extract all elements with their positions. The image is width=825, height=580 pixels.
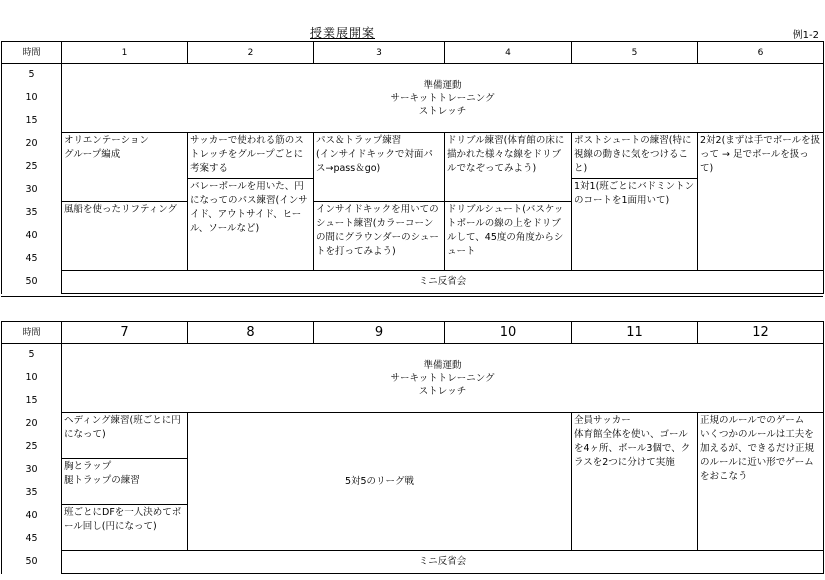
lesson-header-12: 12 [698, 322, 824, 344]
lesson2-activity-b: バレーボールを用いた、円になってのパス練習(インサイド、アウトサイド、ヒール、ソールなど) [188, 179, 314, 271]
lesson-header-10: 10 [445, 322, 572, 344]
lesson-plan-table-2 [1, 321, 824, 574]
league-match: 5対5のリーグ戦 [188, 413, 572, 551]
time-20: 20 [2, 413, 62, 436]
lesson-header-11: 11 [572, 322, 698, 344]
warmup-line: サーキットトレーニング [390, 372, 495, 384]
time-15: 15 [2, 110, 62, 133]
lesson-plan-table-1 [1, 41, 824, 294]
time-5: 5 [2, 344, 62, 367]
time-25: 25 [2, 156, 62, 179]
lesson4-activity-b: ドリブルシュート(バスケットボールの線の上をドリブルして、45度の角度からシュート [445, 202, 572, 271]
warmup-line: サーキットトレーニング [390, 92, 495, 104]
lesson3-activity-a: パス＆トラップ練習 (インサイドキックで対面パス→pass＆go) [314, 133, 445, 202]
time-45: 45 [2, 528, 62, 551]
time-header: 時間 [2, 42, 62, 64]
section-divider [1, 296, 823, 297]
lesson7-activity-c: 班ごとにDFを一人決めてボール回し(円になって) [62, 505, 188, 551]
lesson7-activity-b: 胸とラップ 腿トラップの練習 [62, 459, 188, 505]
lesson3-activity-b: インサイドキックを用いてのシュート練習(カラーコーンの間にグラウンダーのシュートを打ってみよう) [314, 202, 445, 271]
review-session: ミニ反省会 [62, 551, 824, 574]
time-40: 40 [2, 225, 62, 248]
time-50: 50 [2, 551, 62, 574]
lesson5-activity-b: 1対1(班ごとにバドミントンのコートを1面用いて) [572, 179, 698, 271]
lesson-header-6: 6 [698, 42, 824, 64]
time-35: 35 [2, 482, 62, 505]
lesson-header-9: 9 [314, 322, 445, 344]
review-session: ミニ反省会 [62, 271, 824, 294]
lesson4-activity-a: ドリブル練習(体育館の床に描かれた様々な線をドリブルでなぞってみよう) [445, 133, 572, 202]
lesson-header-4: 4 [445, 42, 572, 64]
time-45: 45 [2, 248, 62, 271]
warmup-line: ストレッチ [418, 385, 467, 397]
lesson7-activity-a: ヘディング練習(班ごとに円になって) [62, 413, 188, 459]
page-title: 授業展開案 [310, 26, 376, 40]
time-5: 5 [2, 64, 62, 87]
time-30: 30 [2, 459, 62, 482]
lesson11-activity: 全員サッカー 体育館全体を使い、ゴールを4ヶ所、ボール3個で、クラスを2つに分けて実施 [572, 413, 698, 551]
time-25: 25 [2, 436, 62, 459]
warmup-block [62, 344, 824, 413]
reference-label: 例1-2 [792, 30, 819, 41]
lesson1-activity-a: オリエンテーション グループ編成 [62, 133, 188, 202]
lesson12-activity: 正規のルールでのゲーム いくつかのルールは工夫を加えるが、できるだけ正規のルールに近い形でゲームをおこなう [698, 413, 824, 551]
lesson-header-8: 8 [188, 322, 314, 344]
lesson-header-2: 2 [188, 42, 314, 64]
lesson2-activity-a: サッカーで使われる筋のストレッチをグループごとに考案する [188, 133, 314, 179]
time-15: 15 [2, 390, 62, 413]
lesson5-activity-a: ポストシュートの練習(特に視線の動きに気をつけること) [572, 133, 698, 179]
lesson-header-5: 5 [572, 42, 698, 64]
time-35: 35 [2, 202, 62, 225]
time-40: 40 [2, 505, 62, 528]
time-10: 10 [2, 87, 62, 110]
lesson-header-1: 1 [62, 42, 188, 64]
time-header: 時間 [2, 322, 62, 344]
lesson6-activity: 2対2(まずは手でボールを扱って → 足でボールを扱って) [698, 133, 824, 271]
time-50: 50 [2, 271, 62, 294]
lesson-header-7: 7 [62, 322, 188, 344]
warmup-line: ストレッチ [418, 105, 467, 117]
warmup-line: 準備運動 [423, 79, 462, 91]
lesson1-activity-b: 風船を使ったリフティング [62, 202, 188, 271]
warmup-block [62, 64, 824, 133]
time-20: 20 [2, 133, 62, 156]
time-10: 10 [2, 367, 62, 390]
warmup-line: 準備運動 [423, 359, 462, 371]
lesson-header-3: 3 [314, 42, 445, 64]
time-30: 30 [2, 179, 62, 202]
